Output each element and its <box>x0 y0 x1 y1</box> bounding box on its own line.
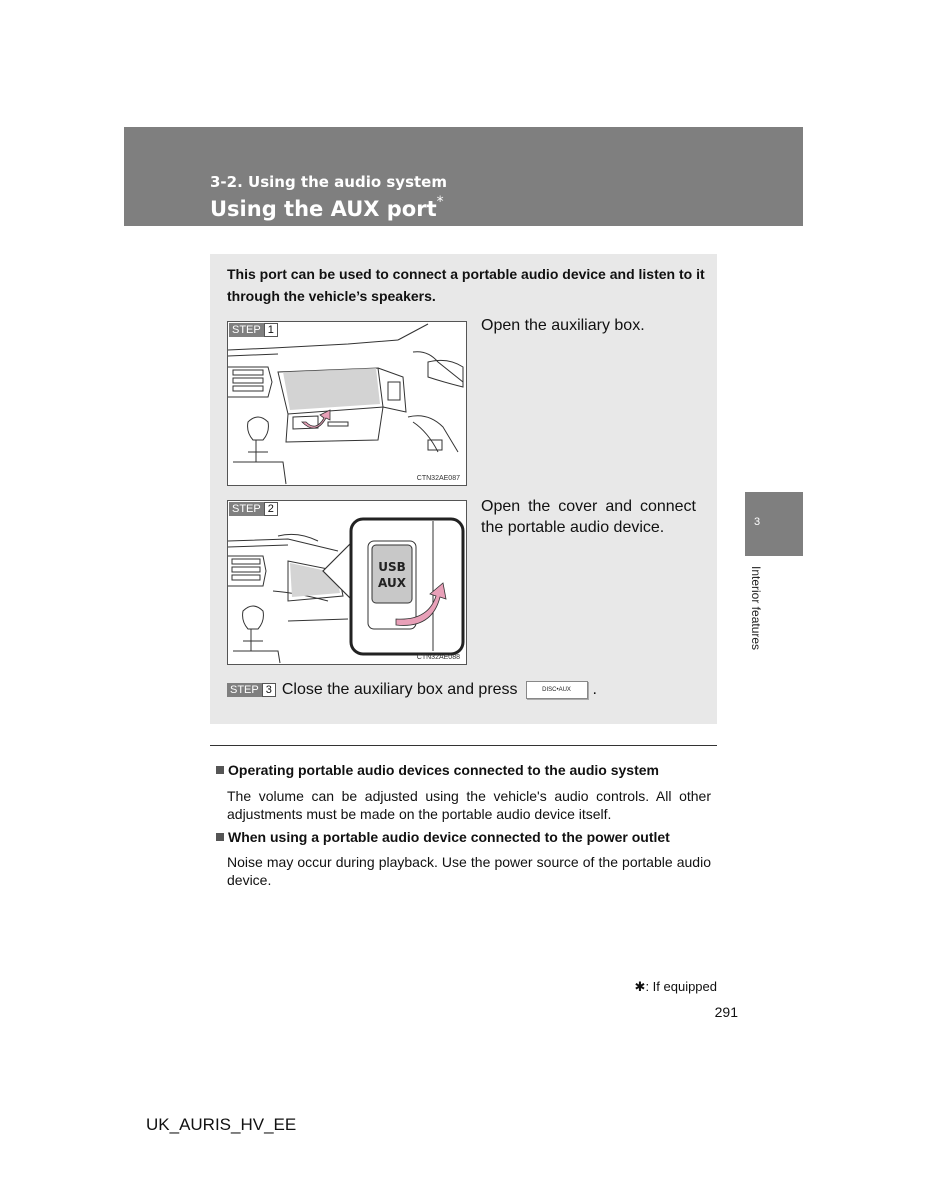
page-title <box>210 196 444 221</box>
page-title-text: Using the AUX port <box>210 197 437 221</box>
note-heading <box>216 762 659 779</box>
square-bullet-icon <box>216 766 224 774</box>
step1-text: Open the auxiliary box. <box>481 317 645 334</box>
figure-code: CTN32AE088 <box>416 654 460 661</box>
divider <box>210 745 717 746</box>
procedure-box <box>210 254 717 724</box>
disc-aux-button-graphic: DISC•AUX <box>526 681 588 699</box>
chapter-tab <box>745 492 803 556</box>
aux-label: AUX <box>378 576 406 590</box>
footnote: ✱: If equipped <box>634 979 717 994</box>
note-heading <box>216 829 670 846</box>
note-heading-text: When using a portable audio device connected to the power outlet <box>228 829 670 845</box>
intro-text: This port can be used to connect a portable audio device and listen to it through the vehicle’s speakers. <box>227 266 705 304</box>
step2-illustration <box>227 500 467 665</box>
usb-label: USB <box>378 560 406 574</box>
step3-badge <box>227 683 276 697</box>
chapter-number: 3 <box>754 516 761 528</box>
step2-badge <box>229 502 278 516</box>
step-number: 3 <box>262 683 276 697</box>
step2-text: Open the cover and connect the portable audio device. <box>481 498 696 536</box>
document-code: UK_AURIS_HV_EE <box>146 1115 297 1134</box>
section-title: 3-2. Using the audio system <box>210 173 447 191</box>
figure-code: CTN32AE087 <box>416 475 460 482</box>
step-number: 1 <box>264 323 278 337</box>
note-body: Noise may occur during playback. Use the power source of the portable audio device. <box>227 854 711 888</box>
step-label: STEP <box>229 502 264 516</box>
step-label: STEP <box>229 323 264 337</box>
step1-badge <box>229 323 278 337</box>
step3-text: Close the auxiliary box and press <box>281 681 518 698</box>
note-body: The volume can be adjusted using the vehicle's audio controls. All other adjustments must be made on the portable audio device itself. <box>227 788 711 822</box>
step3-suffix: . <box>592 681 597 698</box>
step-number: 2 <box>264 502 278 516</box>
step3-row <box>227 681 597 699</box>
equipment-marker: * <box>436 194 444 210</box>
page-number: 291 <box>714 1004 738 1020</box>
chapter-label: Interior features <box>749 566 763 651</box>
step-label: STEP <box>227 683 262 697</box>
aux-port-drawing <box>228 501 466 664</box>
dashboard-glovebox-drawing <box>228 322 466 485</box>
step1-illustration <box>227 321 467 486</box>
square-bullet-icon <box>216 833 224 841</box>
note-heading-text: Operating portable audio devices connected to the audio system <box>228 762 659 778</box>
page-header <box>124 127 803 226</box>
